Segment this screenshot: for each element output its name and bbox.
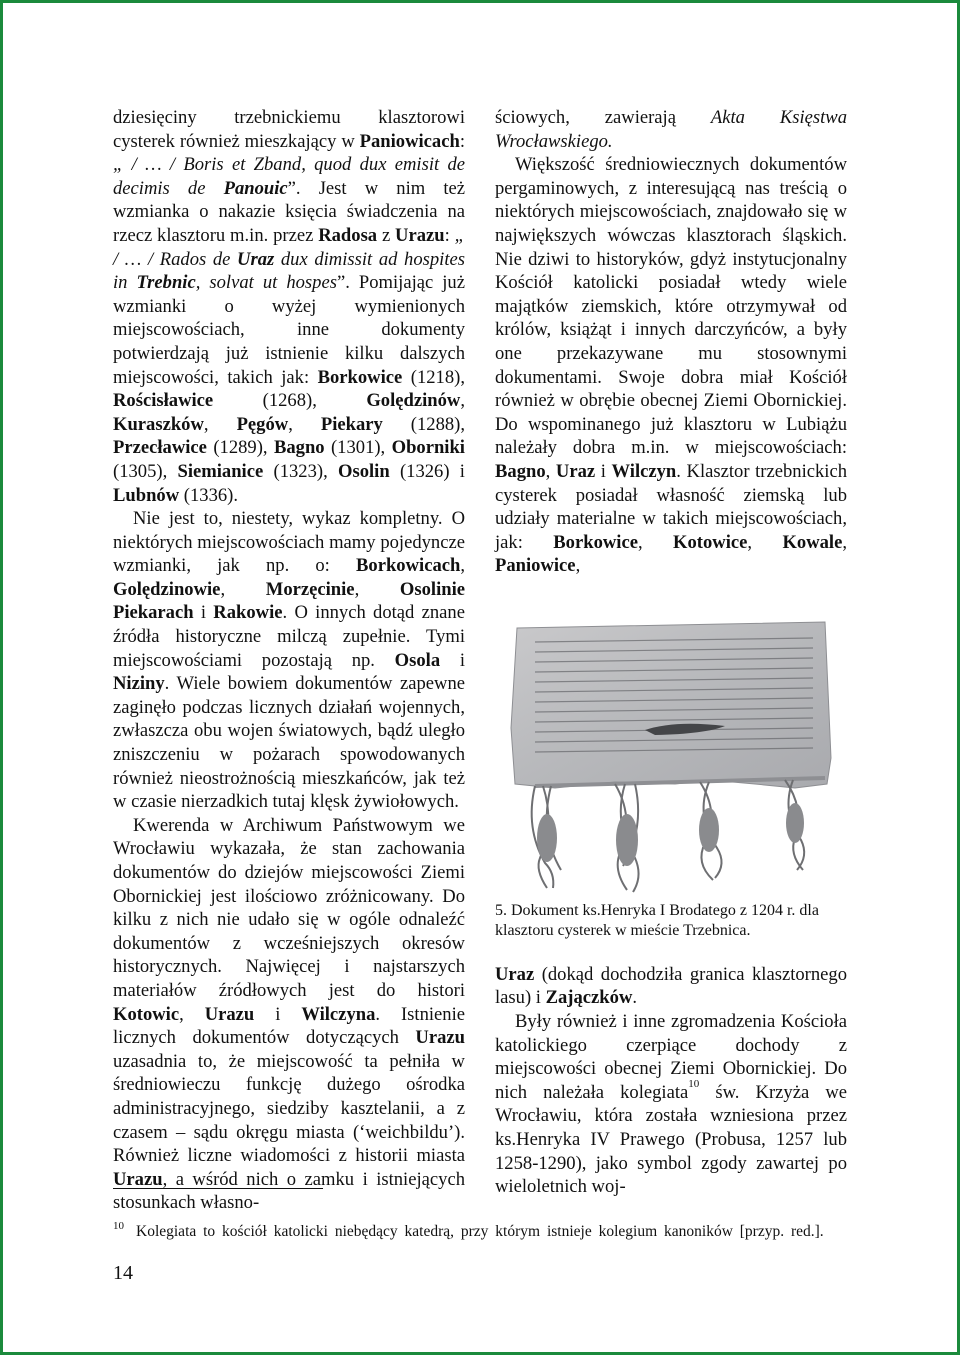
text-run: ”. Jest w nim też wzmianka o nakazie księcia świadczenia na rzecz klasztoru m.in. przez [113,177,465,246]
emphasized-text: Radosa [318,224,378,246]
text-run: , a wśród nich o zamku i istniejących stosunkach własno- [113,1168,465,1214]
text-run: . [632,987,638,1009]
text-run: Kwerenda w Archiwum Państwowym we Wrocławiu wykazała, że stan zachowania dokumentów do dziejów miejscowości Ziemi Obornickiej jest ilościowo zróżnicowany. Do kilku z nich nie udało się w ogóle odnaleźć dokumentów z wcześniejszych okresów historycznych. Najwięcej i najstarszych materiałów źródłowych jest do histori [113,814,465,1001]
text-run: i [440,649,465,671]
text-run: św. Krzyża we Wrocławiu, która została wzniesiona przez ks.Henryka IV Prawego (Probusa, 1257 lub 1258-1290), jako symbol zgody zawartej po wieloletnich woj- [495,1081,847,1198]
text-run: . Wiele bowiem dokumentów zapewne zaginęło podczas licznych działań wojennych, zwłaszcza obu wojen światowych, bądź uległo zniszczeniu w pożarach spowodowanych również nieostrożnością mieszkańców, jak też w czasie nierzadkich tutaj klęsk żywiołowych. [113,673,465,813]
text-run: : [459,130,465,152]
emphasized-text: Morzęcinie [265,578,355,600]
emphasized-text: Uraz [555,460,596,482]
emphasized-text: „ / … / Boris et Zband, quod dux emisit de decimis de [113,154,465,199]
text-run: i [254,1003,302,1025]
text-run: (1323), [263,460,339,482]
paragraph [113,507,465,814]
emphasized-text: Wilczyn [611,460,677,482]
figure-caption: 5. Dokument ks.Henryka I Brodatego z 1204 r. dla klasztoru cysterek w mieście Trzebnica. [495,901,819,939]
paragraph [113,106,465,507]
emphasized-text: Piekary [320,413,383,435]
text-run: i [193,602,214,624]
page-number: 14 [113,1262,133,1284]
emphasized-text: Piekarach [113,602,194,624]
emphasized-text: „ / … / Rados de [113,224,465,270]
text-run: , [203,413,237,435]
emphasized-text: Panouic [223,177,288,199]
emphasized-text: Urazu [415,1027,465,1049]
emphasized-text: Zajączków [545,987,633,1009]
emphasized-text: Paniowice [495,555,576,577]
text-run: ściowych, zawierają [495,107,711,128]
emphasized-text: Lubnów [113,484,180,506]
text-run: (1218), [402,366,465,388]
text-run: (1326) i [389,460,465,482]
text-run: i [595,460,612,482]
text-run: , [460,390,465,412]
emphasized-text: Borkowice [553,531,638,553]
emphasized-text: Osola [394,649,441,671]
emphasized-text: Golędzinowie [113,578,221,600]
right-column-top-text [495,106,847,578]
text-run: (1305), [113,460,178,482]
text-run: : [444,224,455,246]
left-text-column [113,106,465,1215]
emphasized-text: Uraz [495,963,535,985]
right-column-bottom-text [495,963,847,1199]
emphasized-text: Przecławice [113,437,207,459]
text-run: (dokąd dochodziła granica klasztornego lasu) i [495,963,847,1009]
text-run: . Istnienie licznych dokumentów dotyczących [113,1003,465,1049]
emphasized-text: Osolinie [399,578,466,600]
emphasized-text: Borkowice [317,366,403,388]
text-run: (1301), [324,437,392,459]
text-run: , [460,555,465,577]
footnote-mark: 10 [113,1220,124,1232]
text-run: (1289), [206,437,274,459]
text-run: (1268), [213,390,367,412]
emphasized-text: Bagno [273,437,325,459]
emphasized-text: Kotowice [673,531,748,553]
text-run: Większość średniowiecznych dokumentów pergaminowych, z interesującą nas treścią o niektórych miejscowościach, znajdowało się w największych wówczas klasztorach śląskich. Nie dziwi to historyków, gdyż instytucjonalny Kościół katolicki posiadał wtedy wiele majątków ziemskich, które otrzymywał od królów, książąt i innych darczyńców, a były one przekazywane mu stosownymi dokumentami. Swoje dobra miał Kościół również w obrębie obecnej Ziemi Obornickiej. Do wspominanego już klasztoru w Lubiążu należały dobra m.in. w miejscowościach: [495,154,847,459]
text-run: Były również i inne zgromadzenia Kościoła katolickiego czerpiące dochody z miejscowości obecnej Ziemi Obornickiej. Do nich należała kolegiata [495,1011,847,1103]
parchment-image [495,608,847,893]
emphasized-text: Kowale [782,531,843,553]
emphasized-text: Urazu [113,1168,163,1190]
emphasized-text: Osolin [338,460,390,482]
text-run: , [179,1003,205,1025]
text-run: uzasadnia to, że miejscowość ta pełniła w średniowieczu funkcję dużego ośrodka administracyjnego, siedziby kasztelanii, a z czasem – sądu okręgu miasta (‘weichbildu’). Również liczne wiadomości z historii miasta [113,1050,465,1167]
paragraph [495,106,847,153]
emphasized-text: Paniowicach [359,130,460,152]
emphasized-text: Kuraszków [113,413,204,435]
paragraph [495,1010,847,1199]
text-run: (1336). [179,484,239,506]
emphasized-text: Borkowicach [356,555,461,577]
text-run: , [842,531,847,553]
emphasized-text: Bagno [495,460,546,482]
parchment-document-photo [495,608,847,893]
emphasized-text: Pęgów [236,413,289,435]
text-run: Nie jest to, niestety, wykaz kompletny. O niektórych miejscowościach mamy pojedyncze wzmianki, jak np. o: [113,508,465,577]
emphasized-text: Oborniki [391,437,465,459]
text-run: z [377,224,396,246]
emphasized-text: , solvat ut hospes [195,272,337,294]
text-run: . O innych dotąd znane źródła historyczne milczą zupełnie. Tymi miejscowościami pozostają np. [113,602,465,671]
emphasized-text: Rościsławice [113,390,214,412]
text-run: , [637,531,674,553]
footnote-rule [113,1188,323,1189]
emphasized-text: Niziny [113,673,165,695]
text-run: , [288,413,321,435]
text-run: (1288), [382,413,466,435]
text-run: dziesięciny trzebnickiemu klasztorowi cysterek również mieszkający w [113,107,465,152]
emphasized-text: dux dimissit ad hospites in [113,248,465,294]
emphasized-text: Kotowic [113,1003,180,1025]
text-run: . Klasztor trzebnickich cysterek posiadał własność ziemską lub udziały materialne w takich miejscowościach, jak: [495,460,848,553]
emphasized-text: Trebnic [136,272,196,294]
paragraph [113,814,465,1215]
emphasized-text: Wilczyna [301,1003,376,1025]
emphasized-text: Urazu [395,224,445,246]
text-run: , [545,460,556,482]
text-run: , [354,578,400,600]
paragraph [495,153,847,578]
text-run: , [747,531,783,553]
footnote-text: Kolegiata to kościół katolicki niebędący katedrą, przy którym istnieje kolegium kanoników [przyp. red.]. [136,1223,824,1240]
text-run: , [220,578,266,600]
right-text-column [495,106,847,1199]
emphasized-text: Rakowie [213,602,283,624]
paragraph [495,963,847,1010]
emphasized-text: Uraz [237,248,275,270]
emphasized-text: Urazu [204,1003,255,1025]
emphasized-text: Siemianice [177,460,264,482]
emphasized-text: Golędzinów [366,390,461,412]
emphasized-text: Akta Księstwa Wrocławskiego. [495,107,847,152]
footnote-reference: 10 [688,1077,700,1090]
text-run: , [575,555,581,577]
text-run: ”. Pomijając już wzmianki o wyżej wymienionych miejscowościach, inne dokumenty potwierdzają już istnienie kilku dalszych miejscowości, takich jak: [113,272,465,388]
